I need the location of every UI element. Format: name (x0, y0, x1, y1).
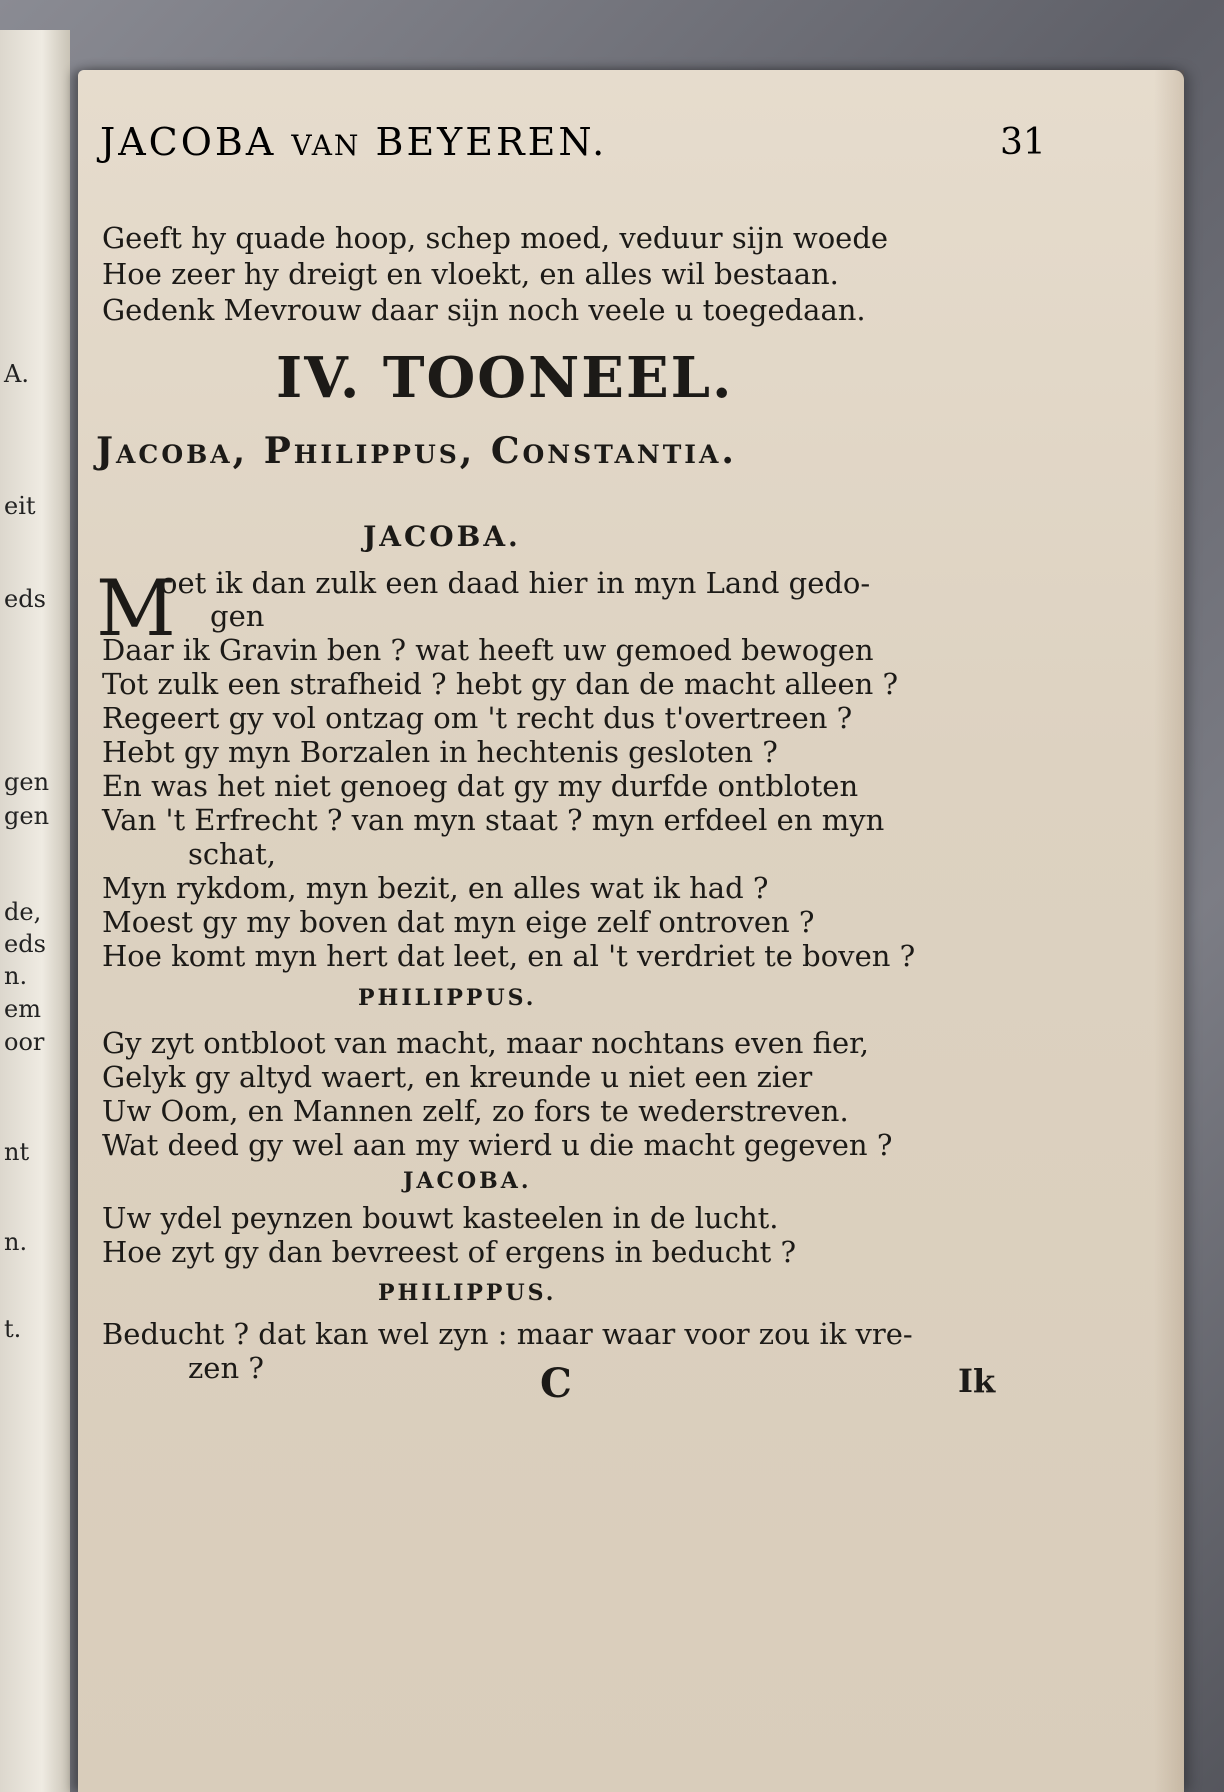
left-page-fragment: n. (4, 962, 28, 990)
verse-line-continuation: schat, (188, 837, 276, 871)
verse-line: Van 't Erfrecht ? van myn staat ? myn erfdeel en myn (102, 803, 885, 837)
verse-line: En was het niet genoeg dat gy my durfde ontbloten (102, 769, 859, 803)
signature-mark: C (540, 1360, 572, 1407)
verse-line: Hoe komt myn hert dat leet, en al 't verdriet te boven ? (102, 939, 916, 973)
verse-line: Geeft hy quade hoop, schep moed, veduur sijn woede (102, 221, 889, 255)
verse-line: Daar ik Gravin ben ? wat heeft uw gemoed bewogen (102, 633, 874, 667)
verse-line: Hebt gy myn Borzalen in hechtenis gesloten ? (102, 735, 778, 769)
verse-line: Tot zulk een strafheid ? hebt gy dan de macht alleen ? (102, 667, 899, 701)
verse-line: Gedenk Mevrouw daar sijn noch veele u toegedaan. (102, 293, 866, 327)
running-head-title-2: VAN (291, 129, 361, 162)
verse-line-continuation: gen (210, 599, 265, 633)
left-facing-page (0, 30, 70, 1792)
left-page-fragment: de, (4, 898, 42, 926)
left-page-fragment: A. (4, 360, 29, 388)
verse-line: Hoe zyt gy dan bevreest of ergens in beducht ? (102, 1235, 797, 1269)
running-head (100, 120, 970, 164)
verse-line: Uw ydel peynzen bouwt kasteelen in de lucht. (102, 1201, 779, 1235)
drop-cap: M (96, 564, 176, 654)
speaker-name: PHILIPPUS. (358, 985, 537, 1011)
left-page-fragment: oor (4, 1028, 45, 1056)
left-page-fragment: em (4, 995, 41, 1023)
left-page-fragment: eds (4, 585, 46, 613)
verse-line: Beducht ? dat kan wel zyn : maar waar voor zou ik vre- (102, 1317, 913, 1351)
left-page-fragment: eit (4, 492, 36, 520)
verse-line: Myn rykdom, myn bezit, en alles wat ik had ? (102, 871, 769, 905)
running-head-title-1: JACOBA (100, 120, 277, 164)
verse-line: Gelyk gy altyd waert, en kreunde u niet een zier (102, 1060, 813, 1094)
left-page-fragment: t. (4, 1315, 22, 1343)
character-list: Jacoba, Philippus, Constantia. (96, 430, 737, 472)
verse-line-continuation: zen ? (188, 1351, 264, 1385)
left-page-fragment: n. (4, 1228, 28, 1256)
left-page-fragment: nt (4, 1138, 30, 1166)
catchword: Ik (958, 1362, 996, 1400)
verse-line: Regeert gy vol ontzag om 't recht dus t'overtreen ? (102, 701, 853, 735)
verse-line: Gy zyt ontbloot van macht, maar nochtans even fier, (102, 1026, 870, 1060)
speaker-name: PHILIPPUS. (378, 1280, 557, 1306)
verse-line: Hoe zeer hy dreigt en vloekt, en alles wil bestaan. (102, 257, 839, 291)
running-head-title-3: BEYEREN. (375, 120, 608, 164)
verse-line: Uw Oom, en Mannen zelf, zo fors te wederstreven. (102, 1094, 849, 1128)
verse-line: Wat deed gy wel aan my wierd u die macht gegeven ? (102, 1128, 893, 1162)
speaker-name: JACOBA. (403, 1168, 532, 1194)
verse-line: oet ik dan zulk een daad hier in myn Land gedo- (160, 566, 871, 600)
page-number: 31 (1000, 122, 1046, 163)
left-page-fragment: eds (4, 930, 46, 958)
verse-line: Moest gy my boven dat myn eige zelf ontroven ? (102, 905, 815, 939)
left-page-fragment: gen (4, 802, 50, 830)
speaker-name: JACOBA. (363, 520, 521, 553)
left-page-fragment: gen (4, 768, 50, 796)
scene-title: IV. TOONEEL. (276, 345, 734, 411)
page-edge-shadow (1154, 70, 1184, 1792)
